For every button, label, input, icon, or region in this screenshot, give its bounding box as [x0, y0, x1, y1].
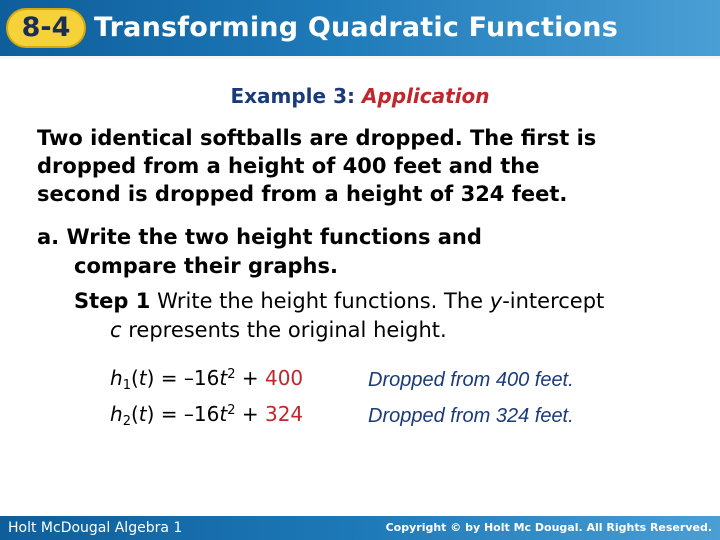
variable-t: t: [138, 366, 147, 390]
problem-line: dropped from a height of 400 feet and the: [37, 154, 540, 178]
equation-note: Dropped from 324 feet.: [368, 405, 574, 427]
lesson-number: 8-4: [21, 12, 71, 43]
lesson-title: Transforming Quadratic Functions: [94, 12, 619, 43]
footer-bar: [0, 516, 720, 540]
header-divider: [0, 56, 720, 59]
equation-h2: $h_2(t) = -16t^2 + 324$: [110, 402, 304, 429]
plus-sign: +: [235, 402, 265, 426]
variable-t: t: [219, 402, 228, 426]
example-type: Application: [361, 84, 490, 108]
plus-sign: +: [235, 366, 265, 390]
problem-statement: [37, 124, 697, 208]
exponent: 2: [227, 403, 236, 418]
part-a-line: compare their graphs.: [74, 254, 338, 278]
step-1: [74, 287, 604, 345]
step-label: Step 1: [74, 289, 151, 313]
footer-copyright: Copyright © by Holt Mc Dougal. All Rights Reserved.: [385, 521, 712, 534]
step-text: Write the height functions. The: [157, 289, 490, 313]
step-text: -intercept: [502, 289, 605, 313]
equation-h1: $h_1(t) = -16t^2 + 400$: [110, 366, 304, 393]
lesson-badge: [6, 8, 86, 48]
equation-middle: ) = –16: [146, 366, 220, 390]
exponent: 2: [227, 367, 236, 382]
problem-line: Two identical softballs are dropped. The first is: [37, 126, 597, 150]
equation-middle: ) = –16: [146, 402, 220, 426]
function-name: h: [110, 402, 123, 426]
c-variable: c: [110, 318, 122, 342]
problem-line: second is dropped from a height of 324 feet.: [37, 182, 568, 206]
equation-note: Dropped from 400 feet.: [368, 369, 574, 391]
function-name: h: [110, 366, 123, 390]
subscript: 2: [122, 414, 131, 429]
part-a-question: [37, 223, 482, 281]
example-label: Example 3:: [230, 84, 355, 108]
subscript: 1: [122, 378, 131, 393]
variable-t: t: [138, 402, 147, 426]
part-a-line: a. Write the two height functions and: [37, 225, 482, 249]
step-text: represents the original height.: [121, 318, 447, 342]
example-heading: [0, 84, 720, 108]
header-bar: [0, 0, 720, 56]
constant-term: 324: [264, 402, 304, 426]
footer-book-title: Holt McDougal Algebra 1: [8, 520, 183, 536]
step-1-line-2: [74, 316, 604, 345]
step-1-line-1: [74, 287, 604, 316]
constant-term: 400: [264, 366, 304, 390]
y-variable: y: [489, 289, 503, 313]
variable-t: t: [219, 366, 228, 390]
